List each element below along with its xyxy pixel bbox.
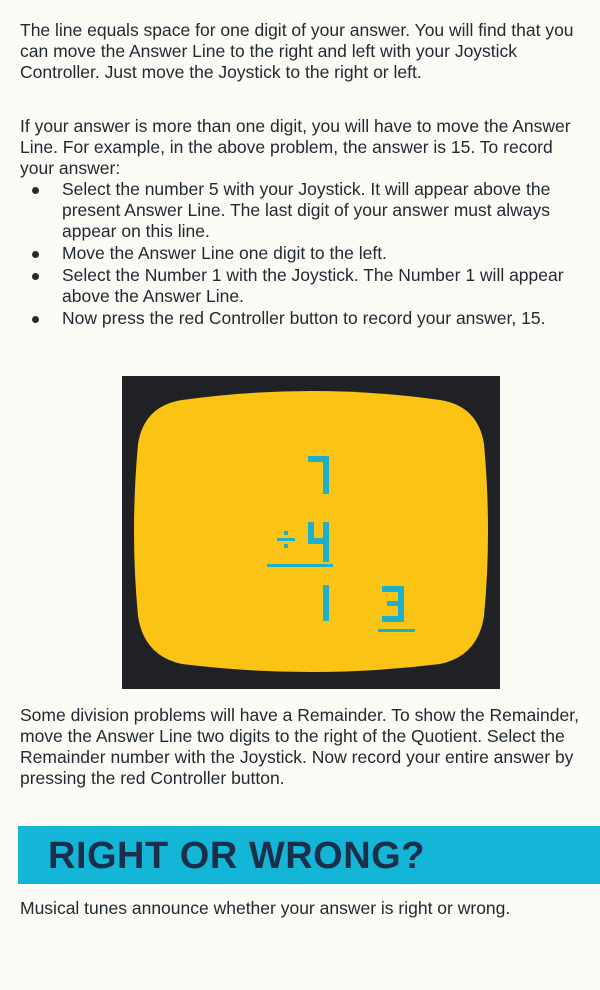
multi-digit-paragraph: If your answer is more than one digit, you will have to move the Answer Line. For example, in the above problem, the answer is 15. To record your answer: [20, 116, 571, 178]
list-item: Select the Number 1 with the Joystick. The Number 1 will appear above the Answer Line. [30, 265, 570, 307]
answer-line-paragraph: The line equals space for one digit of your answer. You will find that you can move the Answer Line to the right and left with your Joystick Controller. Just move the Joystick to the right or left. [20, 20, 574, 82]
list-item: Now press the red Controller button to record your answer, 15. [30, 308, 570, 329]
tv-screen-svg [122, 376, 500, 689]
division-bar [267, 564, 333, 567]
bullet-icon [32, 316, 39, 323]
list-item: Select the number 5 with your Joystick. It will appear above the present Answer Line. The last digit of your answer must always appear on this line. [30, 179, 570, 242]
remainder-paragraph: Some division problems will have a Remainder. To show the Remainder, move the Answer Line two digits to the right of the Quotient. Select the Remainder number with the Joystick. Now record your entire answer by pressing the red Controller button. [20, 705, 579, 788]
bullet-icon [32, 187, 39, 194]
answer-line [378, 629, 415, 632]
section-heading: RIGHT OR WRONG? [48, 835, 425, 877]
bullet-icon [32, 251, 39, 258]
quotient-digit [323, 585, 329, 621]
steps-list [30, 179, 570, 330]
bullet-icon [32, 273, 39, 280]
tv-screen-illustration [122, 376, 500, 689]
list-item: Move the Answer Line one digit to the left. [30, 243, 570, 264]
tunes-paragraph: Musical tunes announce whether your answer is right or wrong. [20, 898, 511, 918]
section-banner [18, 826, 600, 884]
